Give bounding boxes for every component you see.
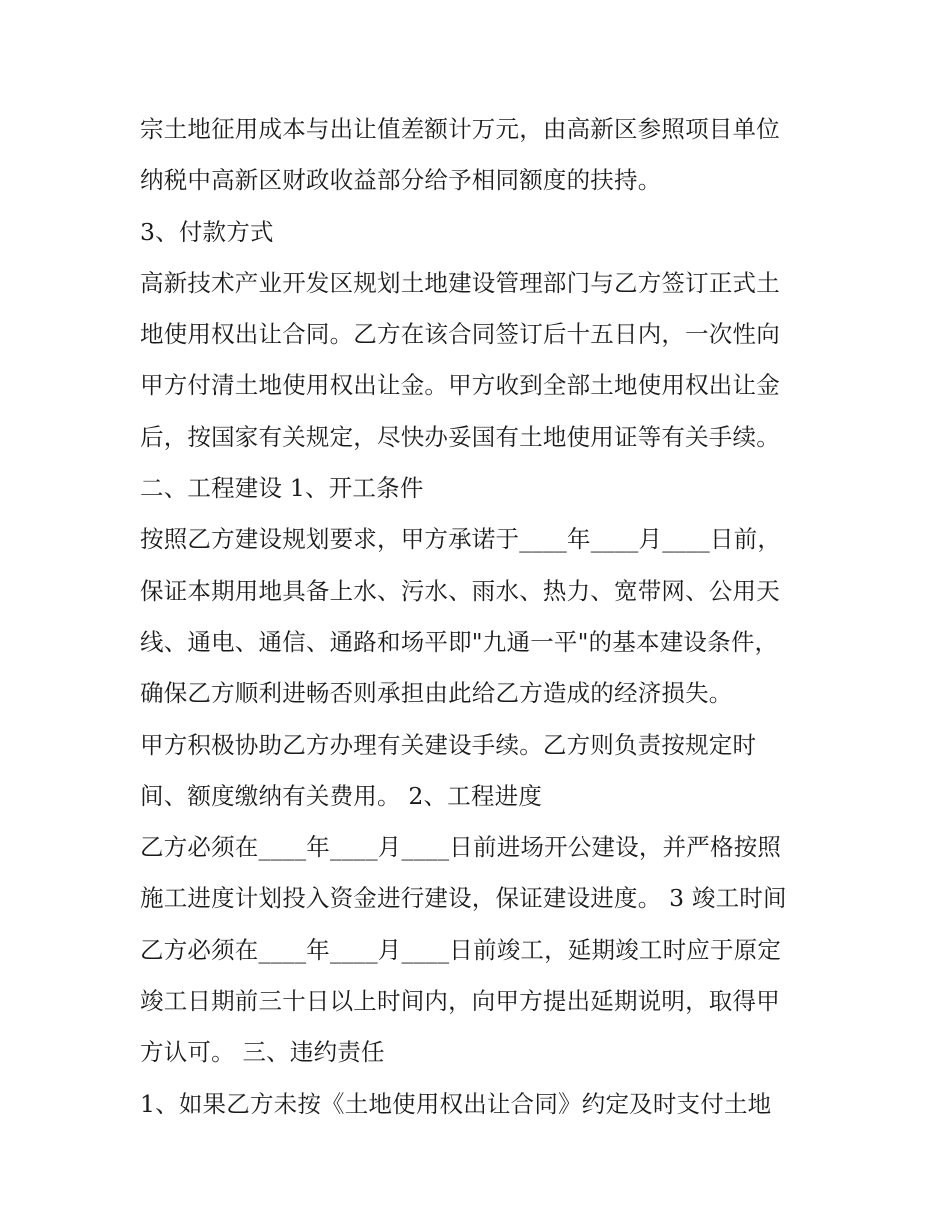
section-heading: 二、工程建设 1、开工条件 <box>140 474 424 503</box>
text-line: 纳税中高新区财政收益部分给予相同额度的扶持。 <box>140 166 662 195</box>
text-line: 高新技术产业开发区规划土地建设管理部门与乙方签订正式土 <box>140 268 780 297</box>
text-line: 按照乙方建设规划要求，甲方承诺于____年____月____日前， <box>140 525 782 554</box>
text-line: 线、通电、通信、通路和场平即"九通一平"的基本建设条件， <box>140 627 779 656</box>
text-line: 确保乙方顺利进畅否则承担由此给乙方造成的经济损失。 <box>140 679 733 708</box>
text-line: 后，按国家有关规定，尽快办妥国有土地使用证等有关手续。 <box>140 422 780 451</box>
text-line: 间、额度缴纳有关费用。 2、工程进度 <box>140 781 543 810</box>
section-heading: 3、付款方式 <box>140 217 274 246</box>
text-line: 地使用权出让合同。乙方在该合同签订后十五日内，一次性向 <box>140 320 780 349</box>
text-line: 乙方必须在____年____月____日前进场开公建设，并严格按照 <box>140 833 782 862</box>
text-line: 宗土地征用成本与出让值差额计万元，由高新区参照项目单位 <box>140 115 780 143</box>
document-body <box>140 104 830 1130</box>
text-line: 甲方积极协助乙方办理有关建设手续。乙方则负责按规定时 <box>140 730 757 759</box>
text-line: 甲方付清土地使用权出让金。甲方收到全部土地使用权出让金 <box>140 371 780 400</box>
text-line: 乙方必须在____年____月____日前竣工，延期竣工时应于原定 <box>140 935 782 964</box>
text-line: 施工进度计划投入资金进行建设，保证建设进度。 3 竣工时间 <box>140 884 787 913</box>
text-line: 竣工日期前三十日以上时间内，向甲方提出延期说明，取得甲 <box>140 987 780 1016</box>
text-line: 1、如果乙方未按《土地使用权出让合同》约定及时支付土地 <box>140 1089 772 1118</box>
text-line: 方认可。 三、违约责任 <box>140 1038 385 1067</box>
text-line: 保证本期用地具备上水、污水、雨水、热力、宽带网、公用天 <box>140 576 780 605</box>
